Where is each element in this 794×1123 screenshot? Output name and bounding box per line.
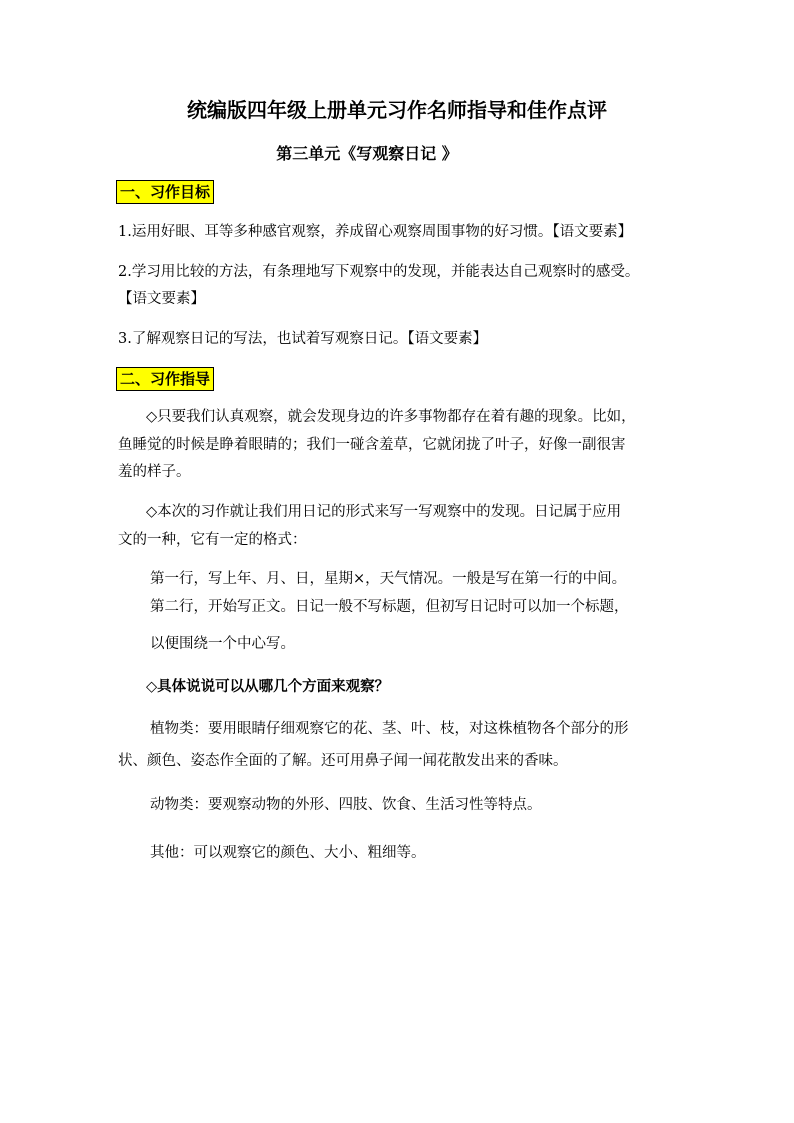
guidance-paragraph-line: 状、颜色、姿态作全面的了解。还可用鼻子闻一闻花散发出来的香味。: [118, 753, 568, 769]
goal-item-1: 1.运用好眼、耳等多种感官观察，养成留心观察周围事物的好习惯。【语文要素】: [118, 224, 633, 240]
guidance-paragraph-line: 其他：可以观察它的颜色、大小、粗细等。: [150, 845, 426, 861]
guidance-paragraph-line: 第一行，写上年、月、日，星期×，天气情况。一般是写在第一行的中间。: [150, 571, 627, 587]
goal-item-3: 3.了解观察日记的写法，也试着写观察日记。【语文要素】: [118, 331, 488, 347]
guidance-paragraph-line: 植物类：要用眼睛仔细观察它的花、茎、叶、枝，对这株植物各个部分的形: [150, 721, 629, 737]
guidance-paragraph-line: 文的一种，它有一定的格式：: [118, 532, 307, 548]
guidance-paragraph-line: 羞的样子。: [118, 464, 191, 480]
guidance-paragraph-line: 动物类：要观察动物的外形、四肢、饮食、生活习性等特点。: [150, 797, 542, 813]
guidance-paragraph-line: 第二行，开始写正文。日记一般不写标题，但初写日记时可以加一个标题，: [150, 599, 629, 615]
guidance-paragraph-line: 以便围绕一个中心写。: [150, 636, 295, 652]
guidance-paragraph-line: ◇只要我们认真观察，就会发现身边的许多事物都存在着有趣的现象。比如，: [146, 409, 636, 425]
page-title: 统编版四年级上册单元习作名师指导和佳作点评: [187, 98, 607, 122]
section-label-goals: 一、习作目标: [116, 180, 214, 204]
guidance-paragraph-line: ◇本次的习作就让我们用日记的形式来写一写观察中的发现。日记属于应用: [146, 504, 622, 520]
goal-item-2: 2.学习用比较的方法，有条理地写下观察中的发现，并能表达自己观察时的感受。: [118, 264, 640, 280]
guidance-paragraph-line: 鱼睡觉的时候是睁着眼睛的；我们一碰含羞草，它就闭拢了叶子，好像一副很害: [118, 437, 626, 453]
goal-item-2-tag: 【语文要素】: [118, 291, 205, 307]
guidance-question: ◇具体说说可以从哪几个方面来观察？: [146, 678, 390, 695]
page-subtitle: 第三单元《写观察日记 》: [276, 144, 458, 163]
section-label-guidance: 二、习作指导: [116, 367, 214, 391]
